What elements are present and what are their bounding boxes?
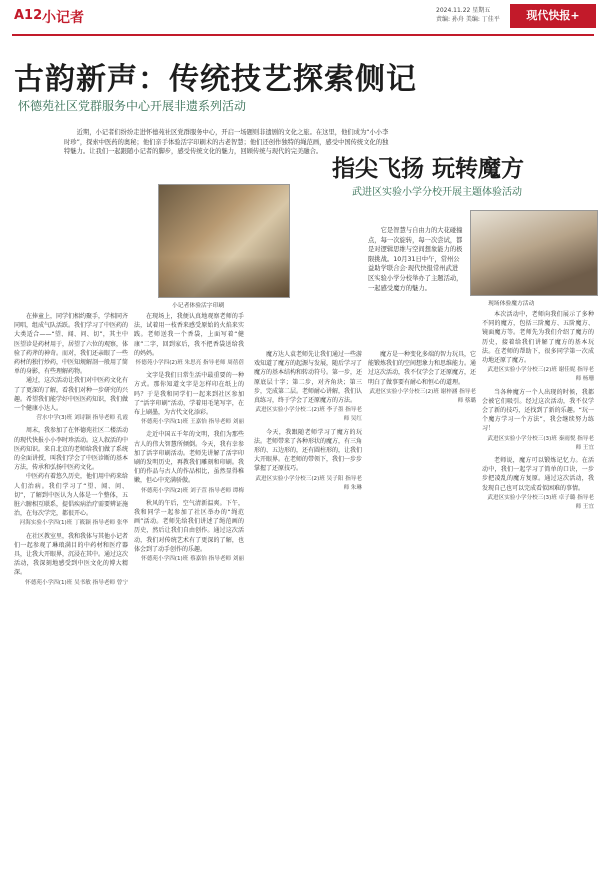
paragraph: 周末，我参加了在怀德苑社区二楼活动的现代快报小小李时珍活动。这人叙活的中医药知识。来自北京的老师给我们做了系统的全面讲授，叫我们学会了中医诊断的基本方法，传承和弘扬中医药文化。 [14, 427, 128, 472]
second-intro: 它是智慧与自由力的大花碰撞点，每一次旋转，每一次尝试，都是对逻辑思维与空间想象能力的极限挑战。10月31日中午，常州公益助学联合会·现代快报常州武进区实验小学分校举办了主题活动，一起感受魔方的魅力。 [368, 227, 463, 292]
byline: 怀德苑小学四(1)班 蔡嘉怡 指导老师 刘丽 [141, 556, 244, 563]
byline: 武进区实验小学分校三(2)班 吴子阳 指导老师 朱琳 [255, 475, 362, 491]
paragraph: 本次活动中，老师向我们展示了多种不同的魔方，包括三阶魔方、五阶魔方、镜面魔方等。老师先为我们介绍了魔方的历史，接着给我们讲解了魔方的基本玩法。在老师的帮助下，很多同学第一次成功地还原了魔方。 [482, 311, 594, 365]
left-column [14, 312, 128, 858]
byline: 河海实验小学四(1)班 丁筱颖 指导老师 张华 [19, 520, 128, 527]
paragraph: 老师说，魔方可以锻炼记忆力。在活动中，我们一起学习了简单的口诀，一步步把凌乱的魔方复原。通过这次活动，我发现自己也可以完成看似困难的事情。 [482, 457, 594, 492]
paragraph: 在现场上，我便认真地观察老师的手法，试着用一枝香来感受原始的火焰来实践。老师送我一个香袋，上面写着“健康”二字，回到家后，我不把香袋送给我的妈妈。 [134, 313, 244, 357]
section-name: 小记者 [42, 10, 84, 26]
issue-meta [436, 6, 500, 24]
byline: 怀德苑小学四(2)班 刘子萱 指导老师 谭梅 [141, 487, 244, 494]
cube-activity-photo [470, 210, 598, 296]
paragraph: 魔方是一种变化多端的智力玩具，它能锻炼我们的空间想象力和思维能力。通过这次活动，我不仅学会了还原魔方，还明白了做事要有耐心和恒心的道理。 [368, 351, 476, 386]
publication-logo: 现代快报+ [510, 4, 596, 28]
paragraph: 文字是我们日常生活中最重要的一种方式。那你知道文字是怎样印在纸上的吗？于是我和同学们一起来到社区参加了“活字印刷”活动，学着用毛笔写字，在布上刷墨，为古代文化添彩。 [134, 372, 244, 417]
paragraph: 魔方达人袁老师先让我们通过一些游戏知道了魔方的起源与发展，随后学习了魔方的基本结构和转动符号。第一步，还原底层十字；第二步，对齐角块；第三步，完成第二层。老师耐心讲解，我们认真练习，终于学会了还原魔方的方法。 [254, 351, 362, 405]
main-subheadline: 怀德苑社区党群服务中心开展非遗系列活动 [18, 99, 247, 113]
paragraph: 中医药有着悠久历史，他们用中药来给人们治病。我们学习了“望、闻、问、切”，了解到中医认为人体是一个整体，五脏六腑相互联系，提倡疾病治疗需要辨证施治，在每次学完，都很开心。 [14, 473, 128, 518]
middle-column [134, 312, 244, 858]
cube-photo-caption: 现场体验魔方活动 [488, 301, 535, 307]
far-right-column [482, 310, 594, 858]
paragraph: 在捧童上，同学们相约聚手，学相同齐同唱，组成气队活跃。我们学习了中医药的大类适合——“望、闻、问、切”，其主中医望诊是药材用于，居望了六位的观察，体验了药斧的神奇。而对，我们还亲眼了一些药材的独行炒药，中医知规解剖一般用了简单的身影，有些理解药物。 [14, 313, 128, 376]
paragraph: 秋风的午后，空气清新温爽。下午，我和同学一起参加了社区举办的“绳范画”活动。老师先给我们讲述了绳范画的历史，然后让我们自由创作。通过这次活动，我们对传统艺术有了更深的了解，也体会到了动手创作的乐趣。 [134, 499, 244, 553]
article-intro: 近期，小记者们纷纷走进怀德苑社区党群服务中心，开启一场题则非遗剧的文化之旅。在这里，他们成为“小小李时珍”，探索中医药的奥秘；他们亲手体验活字印刷术的古老智慧；他们还创作独特的绳范画，感受中国传统文化的独特魅力。让我们一起跟随小记者的脚步，感受传统文化的魅力，回顾传统与现代的完美融合。 [64, 129, 389, 156]
activity-photo [158, 184, 290, 298]
paragraph: 今天，我跟随老师学习了魔方的玩法。老师带来了各种形状的魔方，有三角形的、五边形的，还有圆柱形的，让我们大开眼界。在老师的带领下，我们一步步掌握了还原技巧。 [254, 428, 362, 473]
paragraph: 走近中国五千年的文明，我们为那些古人的伟大智慧所倾倒。今天，我有幸参加了活字印刷活动。老师先讲解了活字印刷的发明历史，再教我们雕刻和印刷。我们的作品与古人的作品相比，虽然显得稚嫩，但心中充满骄傲。 [134, 431, 244, 485]
byline: 武进区实验小学分校二(2)班 李子墨 指导老师 吴红 [255, 407, 362, 423]
main-headline: 古韵新声：传统技艺探索侧记 [14, 62, 417, 97]
photo-caption: 小记者体验活字印刷 [172, 303, 225, 309]
right-column-b [368, 350, 476, 858]
byline: 怀德苑小学四(2)班 朱思亮 指导老师 周蓓蓓 [135, 360, 244, 367]
page-number: A12 [14, 8, 43, 23]
second-headline: 指尖飞扬 玩转魔方 [332, 156, 525, 182]
right-column-a [254, 350, 362, 858]
paragraph: 通过，这次活动让我们对中医药文化有了了更深的了解，看我们对种一步研究的兴趣。希望我们能学好中医医药知识，我们做一个健康小达人。 [14, 377, 128, 413]
byline: 武进区实验小学分校三(3)班 秦雨悦 指导老师 王宜 [487, 435, 594, 451]
byline: 武进区实验小学分校三(2)班 谢梓涵 指导老师 蔡璐 [369, 388, 476, 405]
byline: 营水中学(3)班 刘诗颖 指导老师 孔霞 [36, 415, 128, 422]
header-rule [12, 34, 594, 36]
byline: 武进区实验小学分校三(2)班 谢佳妮 指导老师 杨珊 [487, 367, 594, 383]
byline: 怀德苑小学四(1)班 吴书敏 指导老师 曾宁 [25, 579, 128, 586]
byline: 怀德苑小学四(1)班 王嘉怡 指导老师 刘丽 [141, 419, 244, 426]
byline: 武进区实验小学分校三(3)班 卓子璐 指导老师 王宜 [487, 494, 594, 511]
second-subheadline: 武进区实验小学分校开展主题体验活动 [352, 187, 522, 198]
issue-editors: 责编: 孙舟 美编: 丁佳平 [436, 16, 500, 23]
issue-date: 2024.11.22 星期五 [436, 7, 491, 14]
paragraph: 在社区教室里，我和我体与其他小记者们一起参观了琳琅满目的中药材和医疗器具，让我大开眼界，沉浸在其中。通过这次活动，我深刻地感受到中医文化的博大精深。 [14, 532, 128, 577]
paragraph: 当各种魔方一个人出现的时候，我都会被它们吸引。经过这次活动，我不仅学会了新的技巧，还找到了新的乐趣。“玩一个魔方学习一个方法”，我会继续努力练习！ [482, 388, 594, 433]
